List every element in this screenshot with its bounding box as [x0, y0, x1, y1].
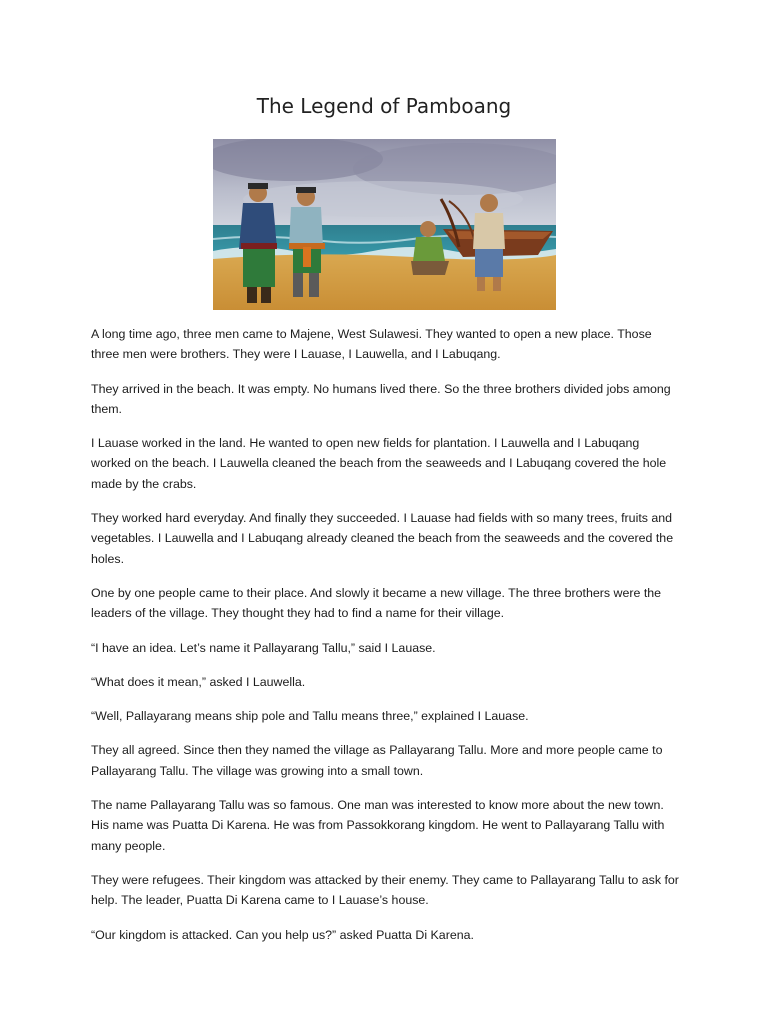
paragraph: They were refugees. Their kingdom was attacked by their enemy. They came to Pallayarang Tallu to ask for help. The leader, Puatta Di Karena came to I Lauase’s house.: [91, 872, 679, 908]
paragraph: I Lauase worked in the land. He wanted to open new fields for plantation. I Lauwella and I Labuqang worked on the beach. I Lauwella cleaned the beach from the seaweeds and I Labuqang covered the hole made by the crabs.: [91, 436, 667, 491]
paragraph: “Our kingdom is attacked. Can you help us?” asked Puatta Di Karena.: [91, 927, 474, 942]
paragraph: They worked hard everyday. And finally they succeeded. I Lauase had fields with so many trees, fruits and vegetables. I Lauwella and I Labuqang already cleaned the beach from the seaweeds and the covered the holes.: [91, 511, 674, 566]
paragraph: “Well, Pallayarang means ship pole and Tallu means three,” explained I Lauase.: [91, 709, 529, 724]
story-text: [91, 324, 681, 959]
paragraph: “I have an idea. Let’s name it Pallayarang Tallu,” said I Lauase.: [91, 640, 436, 655]
paragraph: They all agreed. Since then they named the village as Pallayarang Tallu. More and more people came to Pallayarang Tallu. The village was growing into a small town.: [91, 743, 663, 778]
paragraph: The name Pallayarang Tallu was so famous. One man was interested to know more about the new town. His name was Puatta Di Karena. He was from Passokkorang kingdom. He went to Pallayarang Tallu with many people.: [91, 798, 665, 853]
story-illustration: [213, 139, 556, 310]
beach-scene-image: [213, 139, 556, 310]
paragraph: A long time ago, three men came to Majene, West Sulawesi. They wanted to open a new place. Those three men were brothers. They were I Lauase, I Lauwella, and I Labuqang.: [91, 327, 652, 362]
paragraph: They arrived in the beach. It was empty. No humans lived there. So the three brothers divided jobs among them.: [91, 381, 671, 416]
paragraph: “What does it mean,” asked I Lauwella.: [91, 674, 306, 689]
document-title: The Legend of Pamboang: [256, 94, 512, 118]
paragraph: One by one people came to their place. And slowly it became a new village. The three brothers were the leaders of the village. They thought they had to find a name for their village.: [91, 585, 662, 621]
